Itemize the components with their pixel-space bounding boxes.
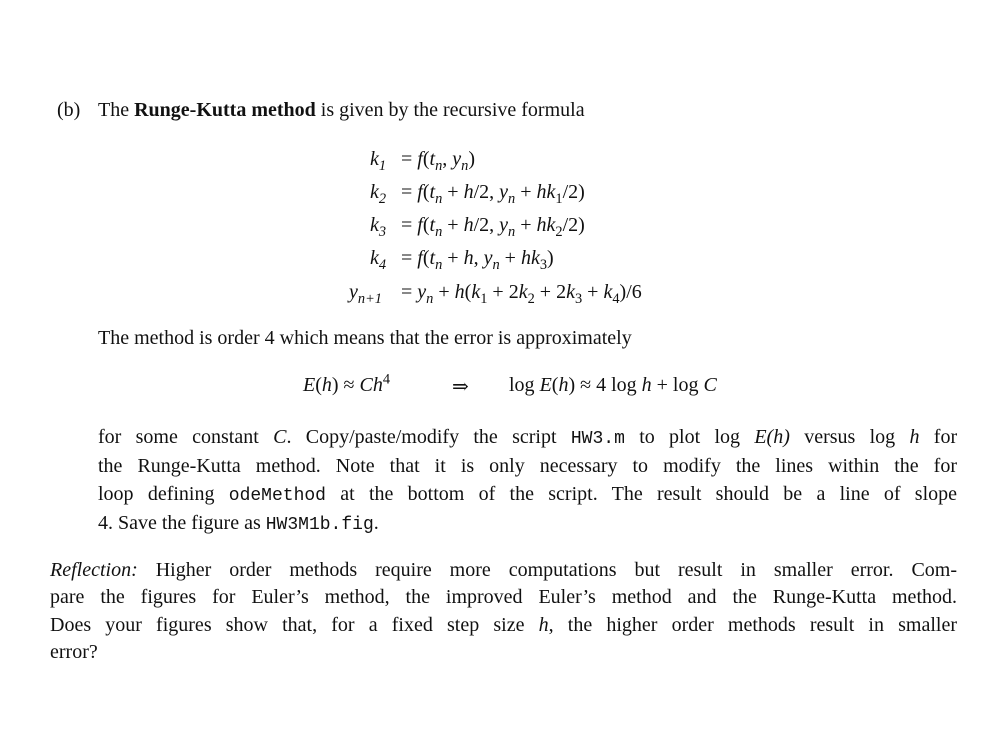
ode-method-code: odeMethod: [228, 485, 326, 506]
part-b-label: (b): [57, 99, 81, 121]
equation-k3-rhs: = $f(t_n + h/2$, $y_n + hk_2/2$): [401, 214, 585, 240]
reflection-line-3: Does your figures show that, for a fixed step size h, the higher order methods result in smaller: [50, 613, 958, 636]
part-b-intro: [98, 99, 585, 122]
order-statement: The method is order 4 which means that the error is approximately: [98, 327, 632, 349]
equation-yn1-rhs: = $y_n + h(k_1 + 2k_2 + 2k_3 + k_4)/6$: [401, 281, 642, 307]
equation-k4-lhs: $k_4$: [370, 247, 387, 273]
intro-pre: The: [98, 99, 130, 121]
instructions-paragraph: [98, 424, 957, 539]
intro-bold-term: Runge-Kutta method: [134, 99, 316, 121]
equation-k3-lhs: $k_3$: [370, 214, 387, 240]
reflection-line-2: pare the figures for Euler’s method, the improved Euler’s method and the Runge-Kutta method.: [50, 586, 957, 609]
equation-k1-rhs: = $f(t_n$, $y_n$): [401, 148, 476, 174]
instructions-line-3: loop defining odeMethod at the bottom of the script. The result should be a line of slope: [98, 482, 957, 506]
reflection-label: Reflection:: [50, 559, 138, 581]
error-eq-right: log E(h) ≈ 4 log h + log C: [509, 374, 717, 396]
equation-k2-lhs: $k_2$: [370, 181, 387, 207]
implies-arrow: ⇒: [452, 376, 469, 398]
equation-yn1-lhs: $y_{n+1}$: [349, 281, 382, 307]
equation-k2-rhs: = $f(t_n + h/2$, $y_n + hk_1/2$): [401, 181, 585, 207]
script-name: HW3.m: [570, 429, 625, 449]
figure-filename: HW3M1b.fig: [265, 514, 374, 535]
instructions-line-1: for some constant C. Copy/paste/modify the script HW3.m to plot log E(h) versus log h for: [98, 426, 958, 449]
reflection-line-1: Reflection: Higher order methods require more computations but result in smaller error. Com-: [50, 559, 957, 581]
reflection-paragraph: [50, 557, 957, 666]
instructions-line-2: the Runge-Kutta method. Note that it is only necessary to modify the lines within the for: [98, 455, 957, 478]
instructions-line-4: 4. Save the figure as HW3M1b.fig.: [98, 511, 379, 535]
error-eq-left: $E(h) \approx Ch^4$: [303, 371, 391, 396]
equation-k4-rhs: = $f(t_n + h$, $y_n + hk_3$): [401, 247, 554, 273]
equation-k1-lhs: $k_1$: [370, 148, 387, 174]
reflection-line-4: error?: [50, 640, 98, 663]
intro-post: is given by the recursive formula: [320, 99, 585, 121]
